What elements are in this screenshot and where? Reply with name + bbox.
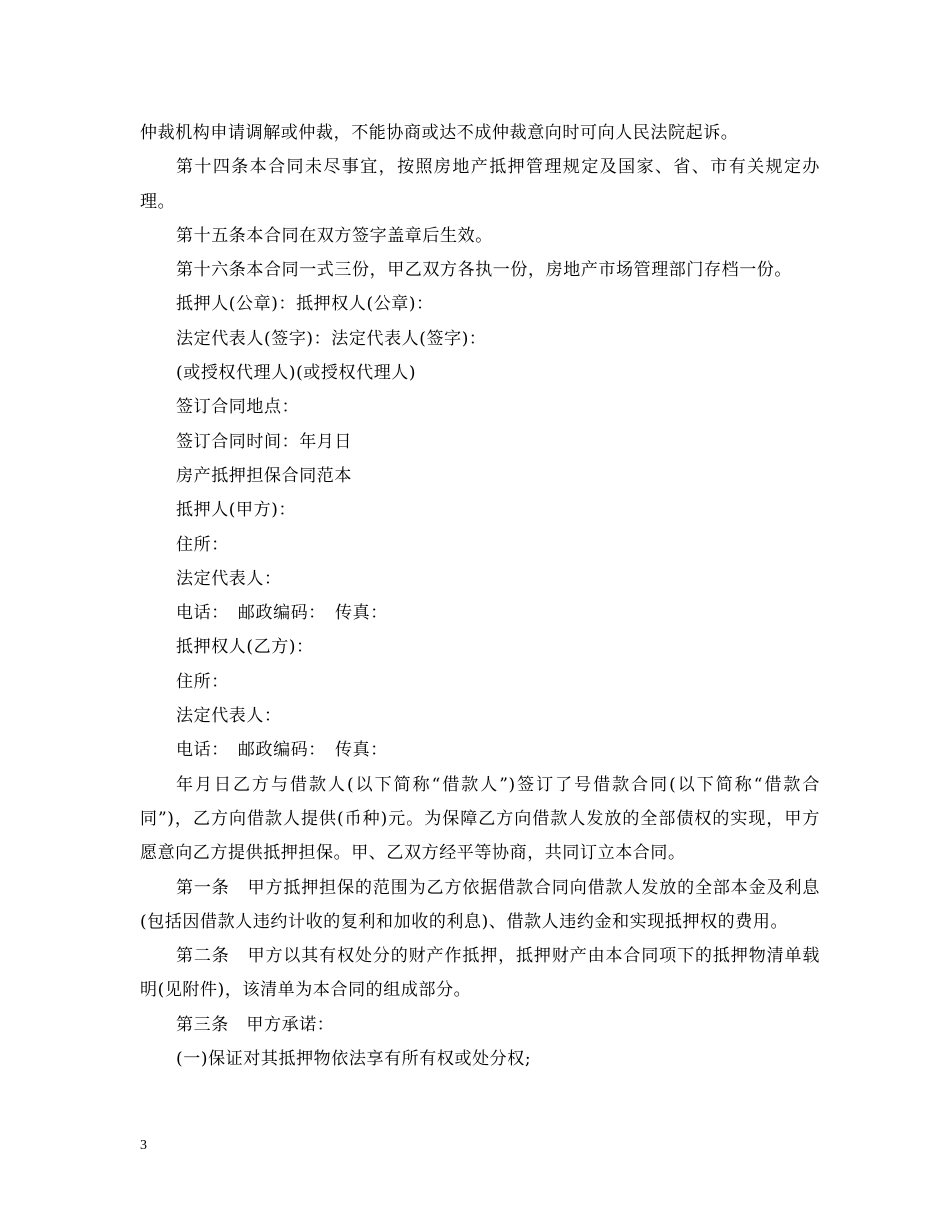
paragraph: 法定代表人： [176, 568, 282, 589]
paragraph: (一)保证对其抵押物依法享有所有权或处分权; [176, 1049, 532, 1070]
paragraph: 第二条 甲方以其有权处分的财产作抵押，抵押财产由本合同项下的抵押物清单载明(见附件)，该清单为本合同的组成部分。 [140, 946, 820, 1001]
paragraph: 签订合同地点： [176, 397, 300, 418]
paragraph: 住所： [176, 534, 229, 555]
document-body [140, 116, 820, 1076]
paragraph: 住所： [176, 671, 229, 692]
paragraph: 签订合同时间：年月日 [176, 431, 352, 452]
paragraph: 抵押权人(乙方)： [176, 637, 314, 658]
paragraph: 第十五条本合同在双方签字盖章后生效。 [176, 225, 493, 246]
paragraph: 电话： 邮政编码： 传真： [176, 603, 388, 624]
paragraph: 房产抵押担保合同范本 [176, 465, 352, 486]
page-number: 3 [140, 1138, 147, 1153]
paragraph: 年月日乙方与借款人(以下简称“借款人”)签订了号借款合同(以下简称“借款合同”)，乙方向借款人提供(币种)元。为保障乙方向借款人发放的全部债权的实现，甲方愿意向乙方提供抵押担保。甲、乙双方经平等协商，共同订立本合同。 [140, 774, 820, 864]
paragraph: 第十六条本合同一式三份，甲乙双方各执一份，房地产市场管理部门存档一份。 [176, 260, 792, 281]
paragraph: 仲裁机构申请调解或仲裁，不能协商或达不成仲裁意向时可向人民法院起诉。 [140, 123, 739, 143]
paragraph: 抵押人(甲方)： [176, 500, 297, 521]
paragraph: 法定代表人(签字)：法定代表人(签字)： [176, 328, 487, 349]
paragraph: (或授权代理人)(或授权代理人) [176, 363, 417, 384]
paragraph: 法定代表人： [176, 706, 282, 727]
paragraph: 电话： 邮政编码： 传真： [176, 740, 388, 761]
paragraph: 第三条 甲方承诺： [176, 1014, 335, 1035]
paragraph: 抵押人(公章)：抵押权人(公章)： [176, 294, 434, 315]
paragraph: 第一条 甲方抵押担保的范围为乙方依据借款合同向借款人发放的全部本金及利息(包括因借款人违约计收的复利和加收的利息)、借款人违约金和实现抵押权的费用。 [140, 877, 820, 932]
paragraph: 第十四条本合同未尽事宜，按照房地产抵押管理规定及国家、省、市有关规定办理。 [140, 157, 820, 212]
